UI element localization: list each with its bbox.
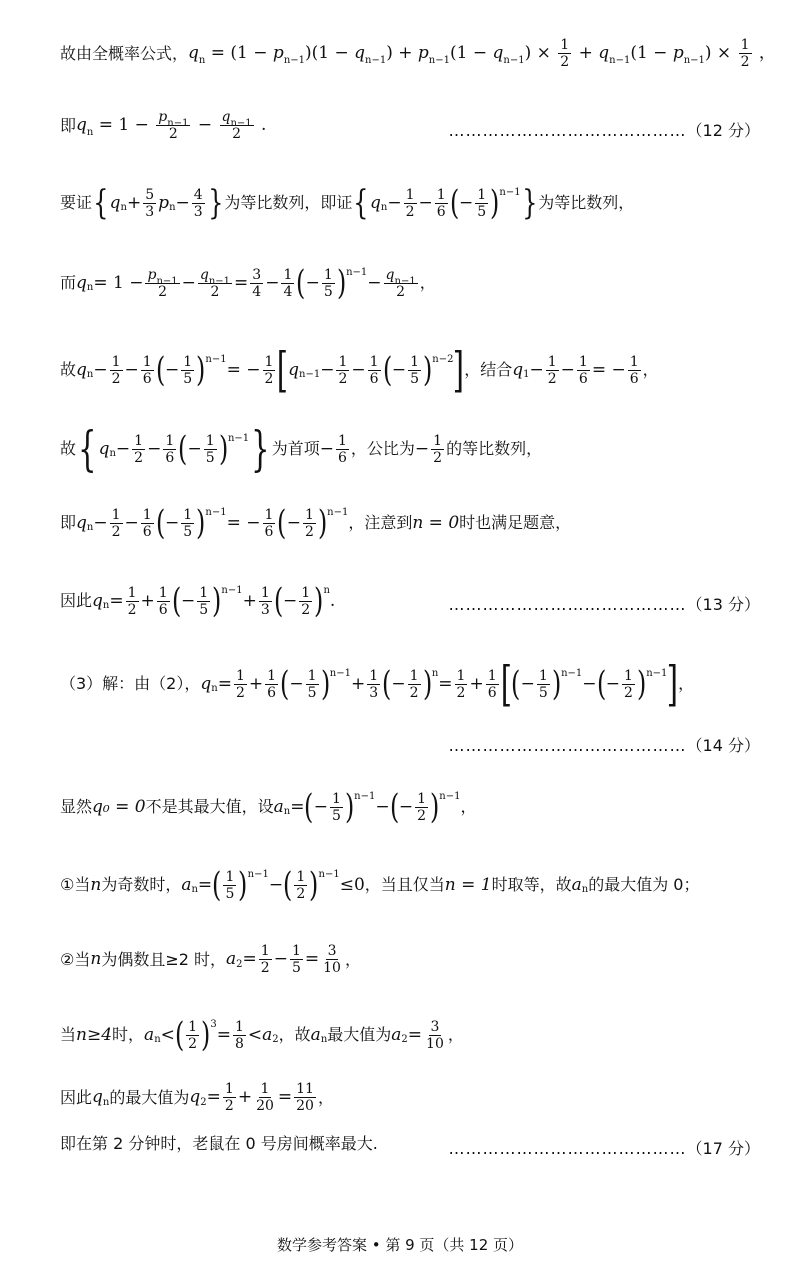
score-dots: ……………………………………	[448, 736, 687, 755]
text-mid: 为等比数列，即证	[224, 193, 353, 212]
q0-value: q₀ = 0	[92, 796, 146, 817]
text-suffix: ，	[344, 949, 361, 969]
text-suffix: .	[329, 590, 336, 611]
text-suffix: ，	[447, 1025, 464, 1044]
score-dots: ……………………………………	[448, 1139, 687, 1158]
var-n: n	[90, 874, 102, 895]
text-prefix: 故由全概率公式，	[60, 43, 189, 63]
text-prefix: 即	[60, 513, 77, 532]
text-suffix: ，	[317, 1087, 334, 1107]
text-mid2: ，故	[278, 1025, 311, 1044]
line-recursive-relation: 故 q $_n$ − $\frac{1}{2}$ − $\frac{1}{6}$ ( − $\frac{1}{5}$ ) $^{n-1}$ = − $\frac{1}{2}$ [ q $_{n-1}$ − $\frac{1}{2}$ − $\frac{1}{6}$ ( − $\frac{1}{5}$ ) $^{n-2}$ ] ，结合 q $_1$ − $\frac{1}{2}$ − $\frac{1}{6}$ = − $\frac{1}{6}$ ，	[60, 342, 659, 398]
text-mid: 时，	[112, 1025, 145, 1044]
score-12	[449, 118, 760, 141]
score-label: （12 分）	[686, 121, 760, 140]
text-prefix: 因此	[60, 1087, 93, 1107]
text-mid: 为偶数且≥2 时，	[101, 949, 226, 969]
score-label: （17 分）	[686, 1139, 760, 1158]
text-suffix: 为等比数列，	[538, 193, 635, 212]
score-17	[449, 1136, 760, 1159]
text-prefix: 因此	[60, 591, 93, 610]
text-mid: 为奇数时，	[101, 875, 182, 894]
text-suffix: ，	[419, 273, 436, 292]
text-prefix: （3）解：由（2），	[60, 674, 201, 693]
score-dots: ……………………………………	[448, 121, 687, 140]
text-prefix: 即	[60, 115, 77, 135]
text-mid2: ，公比为	[350, 439, 415, 458]
text-mid: 的最大值为	[109, 1087, 190, 1107]
line-to-prove: 要证 { q $_n$ + $\frac{5}{3}$ p $_n$ − $\frac{4}{3}$ } 为等比数列，即证 { q $_n$ − $\frac{1}{2}$ − $\frac{1}{6}$ ( − $\frac{1}{5}$ ) $^{n-1}$ } 为等比数列，	[60, 183, 635, 223]
line-part3: （3）解：由（2）， q $_n$ = $\frac{1}{2}$ + $\frac{1}{6}$ ( − $\frac{1}{5}$ ) $^{n-1}$ + $\frac{1}{3}$ ( − $\frac{1}{2}$ ) $^n$ = $\frac{1}{2}$ + $\frac{1}{6}$ [ ( − $\frac{1}{5}$ ) $^{n-1}$ − ( − $\frac{1}{2}$ ) $^{n-1}$ ] ，	[60, 656, 695, 712]
text-suffix: ，	[678, 674, 695, 693]
text-mid2: ，当且仅当	[364, 875, 445, 894]
line-n-ge-4: 当 n≥4 时， a $_n$ < ( $\frac{1}{2}$ ) $^3$ = $\frac{1}{8}$ < a $_2$ ，故 a $_n$ 最大值为 a $_2$ = $\frac{3}{10}$ ，	[60, 1015, 464, 1055]
text-suffix: 的等比数列，	[446, 439, 543, 458]
text-prefix: 而	[60, 273, 77, 292]
line-case-odd: ①当 n 为奇数时， a $_n$ = ( $\frac{1}{5}$ ) $^{n-1}$ − ( $\frac{1}{2}$ ) $^{n-1}$ ≤0 ，当且仅当 n = 1 时取等，故 a $_n$ 的最大值为 0；	[60, 865, 700, 905]
conclusion-text: 即在第 2 分钟时，老鼠在 0 号房间概率最大.	[60, 1134, 378, 1153]
text-prefix: ②当	[60, 949, 91, 969]
text-suffix: ，	[460, 797, 477, 816]
line-geometric-sequence: 故 { q $_n$ − $\frac{1}{2}$ − $\frac{1}{6}$ ( − $\frac{1}{5}$ ) $^{n-1}$ } 为首项 − $\frac{1}{6}$ ，公比为 − $\frac{1}{2}$ 的等比数列，	[60, 421, 543, 477]
score-label: （14 分）	[686, 736, 760, 755]
condition: n = 1	[444, 874, 492, 895]
text-mid: ，注意到	[348, 513, 413, 532]
formula-qn-simplified: $q_n = 1$ − $\frac{p_{n-1}}{2}$ − $\frac{q_{n-1}}{2}$ .	[76, 109, 267, 142]
condition: n≥4	[76, 1024, 113, 1045]
line-define-an: 显然 q₀ = 0 不是其最大值，设 a $_n$ = ( − $\frac{1}{5}$ ) $^{n-1}$ − ( − $\frac{1}{2}$ ) $^{n-1}$ ，	[60, 787, 477, 827]
line-total-probability	[60, 37, 776, 70]
text-prefix: 故	[60, 360, 77, 379]
text-mid3: 最大值为	[327, 1025, 392, 1044]
score-label: （13 分）	[686, 595, 760, 614]
line-qn-result: 因此 q $_n$ = $\frac{1}{2}$ + $\frac{1}{6}$ ( − $\frac{1}{5}$ ) $^{n-1}$ + $\frac{1}{3}$ ( − $\frac{1}{2}$ ) $^n$ .	[60, 581, 336, 621]
text-prefix: 故	[60, 439, 77, 458]
score-14	[449, 733, 760, 756]
text-prefix: 当	[60, 1025, 77, 1044]
line-closed-form: 即 q $_n$ − $\frac{1}{2}$ − $\frac{1}{6}$ ( − $\frac{1}{5}$ ) $^{n-1}$ = − $\frac{1}{6}$ ( − $\frac{1}{2}$ ) $^{n-1}$ ，注意到 n = 0 时也满足题意，	[60, 503, 572, 543]
page-footer: 数学参考答案 • 第 9 页（共 12 页）	[276, 1236, 524, 1254]
text-prefix: 要证	[60, 193, 93, 212]
text-mid: 为首项	[271, 439, 320, 458]
text-mid3: 时取等，故	[491, 875, 572, 894]
text-mid: ，结合	[464, 360, 513, 379]
score-13	[449, 592, 760, 615]
line-case-even: ②当 n 为偶数且≥2 时， a $_2$ = $\frac{1}{2}$ − $\frac{1}{5}$ = $\frac{3}{10}$ ，	[60, 943, 361, 976]
score-dots: ……………………………………	[448, 595, 687, 614]
text-suffix: 时也满足题意，	[459, 513, 572, 532]
formula-qn-recurrence: $q_n = (1 - p_{n-1})(1 - q_{n-1}) + p_{n-1}(1 - q_{n-1})$ × $\frac{1}{2}$ + $q_{n-1}(1 - p_{n-1})$ × $\frac{1}{2}$ ，	[188, 37, 776, 70]
text-mid4: 的最大值为 0；	[588, 875, 700, 894]
text-mid2: 不是其最大值，设	[145, 797, 274, 816]
line-qn-expanded: 而 q $_n$ = 1 − $\frac{p_{n-1}}{2}$ − $\frac{q_{n-1}}{2}$ = $\frac{3}{4}$ − $\frac{1}{4}$ ( − $\frac{1}{5}$ ) $^{n-1}$ − $\frac{q_{n-1}}{2}$ ，	[60, 263, 436, 303]
text-prefix: ①当	[60, 875, 91, 894]
line-max-qn: 因此 q $_n$ 的最大值为 q $_2$ = $\frac{1}{2}$ + $\frac{1}{20}$ = $\frac{11}{20}$ ，	[60, 1081, 334, 1114]
condition: n = 0	[412, 512, 460, 533]
text-suffix: ，	[642, 360, 659, 379]
text-prefix: 显然	[60, 797, 93, 816]
var-n: n	[90, 949, 102, 969]
